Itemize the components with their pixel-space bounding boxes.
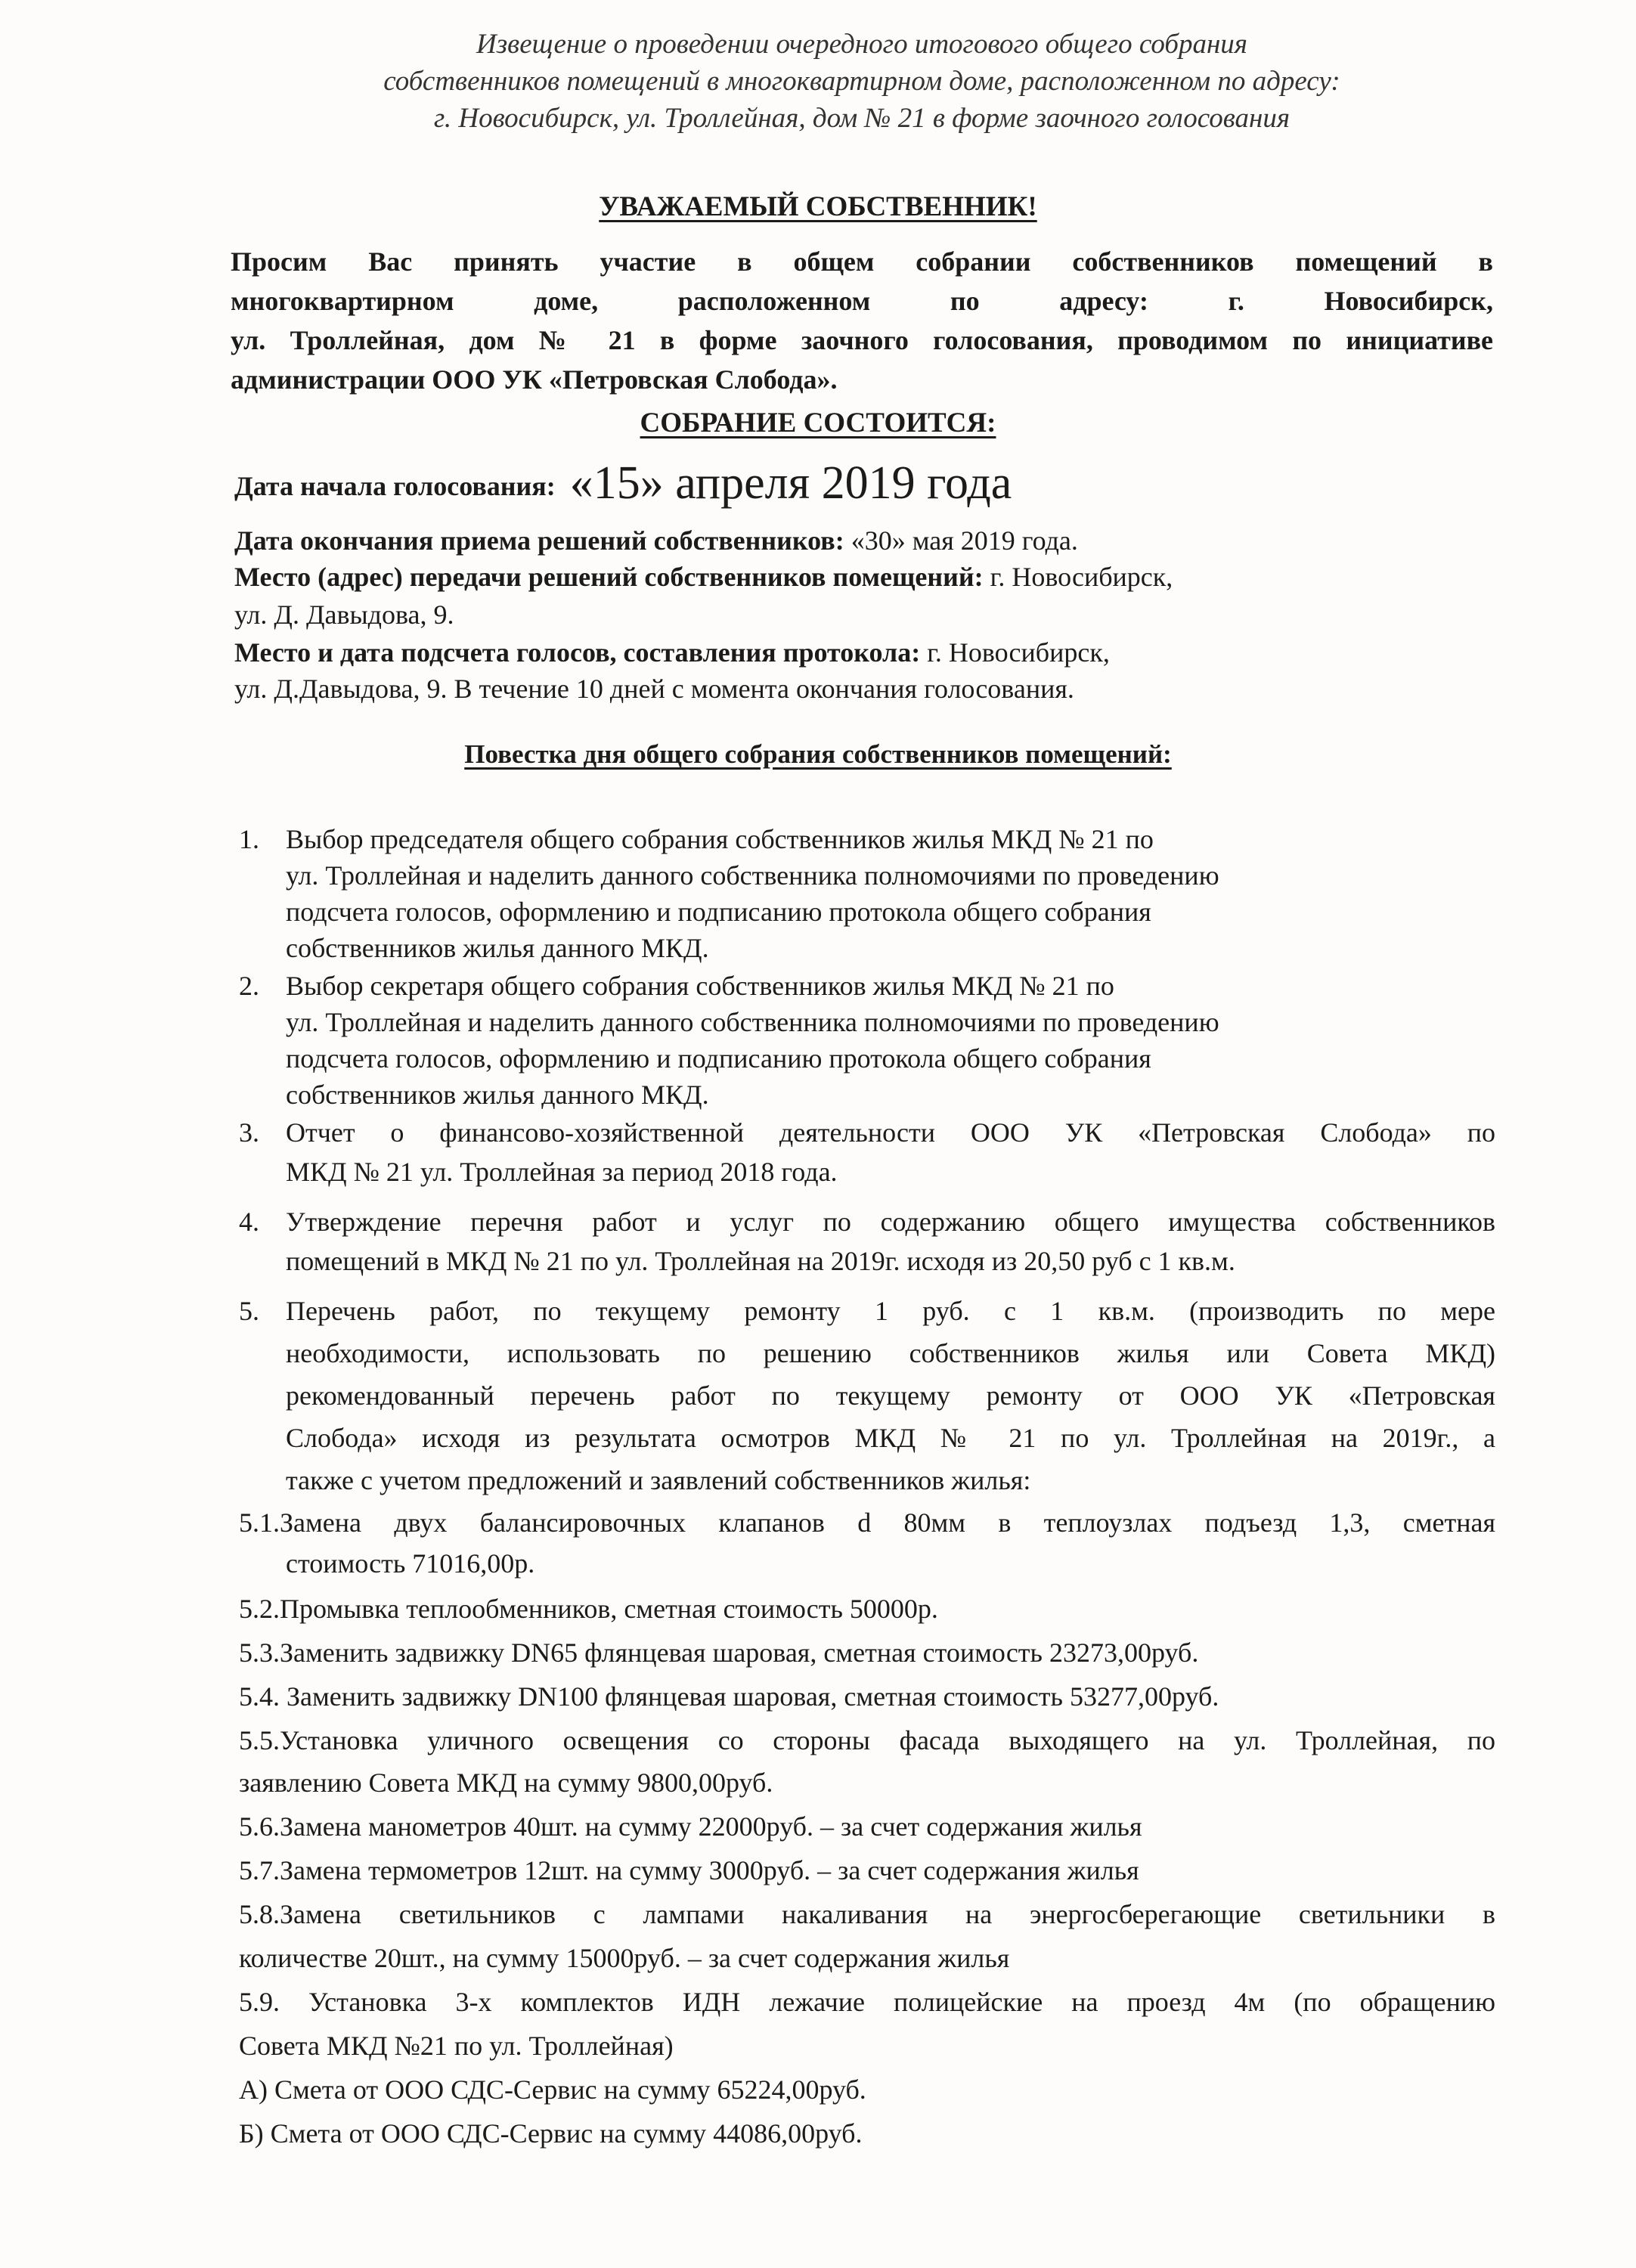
agenda-item-line: Выбор председателя общего собрания собственников жилья МКД № 21 по [286,824,1154,854]
voting-start-label: Дата начала голосования: [234,471,556,501]
voting-start-row [234,457,1504,509]
intro-line: ул. Троллейная, дом № 21 в форме заочного голосования, проводимом по инициативе [231,325,1493,355]
agenda-item-number: 1. [239,824,259,854]
submission-place-label: Место (адрес) передачи решений собственников помещений: [234,562,984,592]
subitem-line: 5.7.Замена термометров 12шт. на сумму 3000руб. – за счет содержания жилья [239,1855,1139,1885]
notice-header [212,26,1512,137]
agenda-item-line: МКД № 21 ул. Троллейная за период 2018 года. [286,1157,838,1187]
count-place-city: г. Новосибирск, [927,637,1110,668]
intro-paragraph [231,242,1493,399]
intro-line: многоквартирном доме, расположенном по адресу: г. Новосибирск, [231,286,1493,316]
agenda-item-line: Слобода» исходя из результата осмотров МКД № 21 по ул. Троллейная на 2019г., а [286,1423,1495,1453]
agenda-item-line: ул. Троллейная и наделить данного собственника полномочиями по проведению [286,860,1219,891]
agenda-item-line: Утверждение перечня работ и услуг по содержанию общего имущества собственников [286,1207,1495,1237]
voting-start-date: «15» апреля 2019 года [569,457,1012,509]
voting-end-row [234,522,1504,559]
subitem-line: стоимость 71016,00р. [286,1548,535,1579]
subitem-line: 5.5.Установка уличного освещения со стороны фасада выходящего на ул. Троллейная, по [239,1725,1495,1755]
subitem-line: 5.6.Замена манометров 40шт. на сумму 22000руб. – за счет содержания жилья [239,1811,1142,1842]
agenda-item-line: Выбор секретаря общего собрания собственников жилья МКД № 21 по [286,971,1114,1001]
subitem-line: 5.3.Заменить задвижку DN65 флянцевая шаровая, сметная стоимость 23273,00руб. [239,1637,1199,1668]
agenda-item-number: 3. [239,1117,259,1148]
subitem-line: 5.4. Заменить задвижку DN100 флянцевая шаровая, сметная стоимость 53277,00руб. [239,1681,1219,1712]
agenda-item-line: рекомендованный перечень работ по текущему ремонту от ООО УК «Петровская [286,1380,1495,1411]
estimate-a: А) Смета от ООО СДС-Сервис на сумму 65224,00руб. [239,2074,866,2105]
agenda-item-line: собственников жилья данного МКД. [286,933,709,963]
subitem-line: 5.9. Установка 3-х комплектов ИДН лежачие полицейские на проезд 4м (по обращению [239,1987,1495,2017]
submission-place-address: ул. Д. Давыдова, 9. [234,600,454,630]
count-place-label: Место и дата подсчета голосов, составления протокола: [234,637,921,668]
agenda-item-line: также с учетом предложений и заявлений собственников жилья: [286,1465,1031,1495]
voting-end-date: «30» мая 2019 года. [851,525,1078,556]
agenda-item-line: Перечень работ, по текущему ремонту 1 руб. с 1 кв.м. (производить по мере [286,1296,1495,1326]
agenda-item-line: необходимости, использовать по решению собственников жилья или Совета МКД) [286,1338,1495,1368]
submission-place-city: г. Новосибирск, [990,562,1173,592]
salutation-title: УВАЖАЕМЫЙ СОБСТВЕННИК! [599,191,1037,222]
agenda-item-number: 5. [239,1296,259,1326]
count-place-address: ул. Д.Давыдова, 9. В течение 10 дней с момента окончания голосования. [234,674,1074,704]
subitem-line: 5.1.Замена двух балансировочных клапанов d 80мм в теплоузлах подъезд 1,3, сметная [239,1507,1495,1538]
agenda-item-line: собственников жилья данного МКД. [286,1080,709,1110]
voting-end-label: Дата окончания приема решений собственников: [234,525,844,556]
agenda-item-line: Отчет о финансово-хозяйственной деятельности ООО УК «Петровская Слобода» по [286,1117,1495,1148]
subitem-line: Совета МКД №21 по ул. Троллейная) [239,2031,674,2061]
intro-line: Просим Вас принять участие в общем собрании собственников помещений в [231,246,1493,277]
estimate-b: Б) Смета от ООО СДС-Сервис на сумму 44086,00руб. [239,2118,863,2149]
intro-line: администрации ООО УК «Петровская Слобода». [231,364,838,395]
header-line: собственников помещений в многоквартирном доме, расположенном по адресу: [383,66,1340,97]
agenda-item-line: помещений в МКД № 21 по ул. Троллейная на 2019г. исходя из 20,50 руб с 1 кв.м. [286,1246,1235,1276]
agenda-item-number: 4. [239,1207,259,1237]
header-line: г. Новосибирск, ул. Троллейная, дом № 21 в форме заочного голосования [433,103,1291,134]
agenda-item-number: 2. [239,971,259,1001]
agenda-item-line: ул. Троллейная и наделить данного собственника полномочиями по проведению [286,1007,1219,1037]
agenda-heading: Повестка дня общего собрания собственников помещений: [464,739,1172,769]
subitem-line: 5.2.Промывка теплообменников, сметная стоимость 50000р. [239,1594,938,1624]
agenda-item-line: подсчета голосов, оформлению и подписанию протокола общего собрания [286,1043,1151,1074]
header-line: Извещение о проведении очередного итогового общего собрания [476,29,1247,60]
submission-place-row [234,558,1504,596]
count-place-row [234,634,1504,671]
subitem-line: количестве 20шт., на сумму 15000руб. – за счет содержания жилья [239,1943,1010,1973]
subitem-line: заявлению Совета МКД на сумму 9800,00руб. [239,1768,773,1798]
meeting-heading: СОБРАНИЕ СОСТОИТСЯ: [640,407,996,438]
subitem-line: 5.8.Замена светильников с лампами накаливания на энергосберегающие светильники в [239,1899,1495,1929]
agenda-item-line: подсчета голосов, оформлению и подписанию протокола общего собрания [286,897,1151,927]
